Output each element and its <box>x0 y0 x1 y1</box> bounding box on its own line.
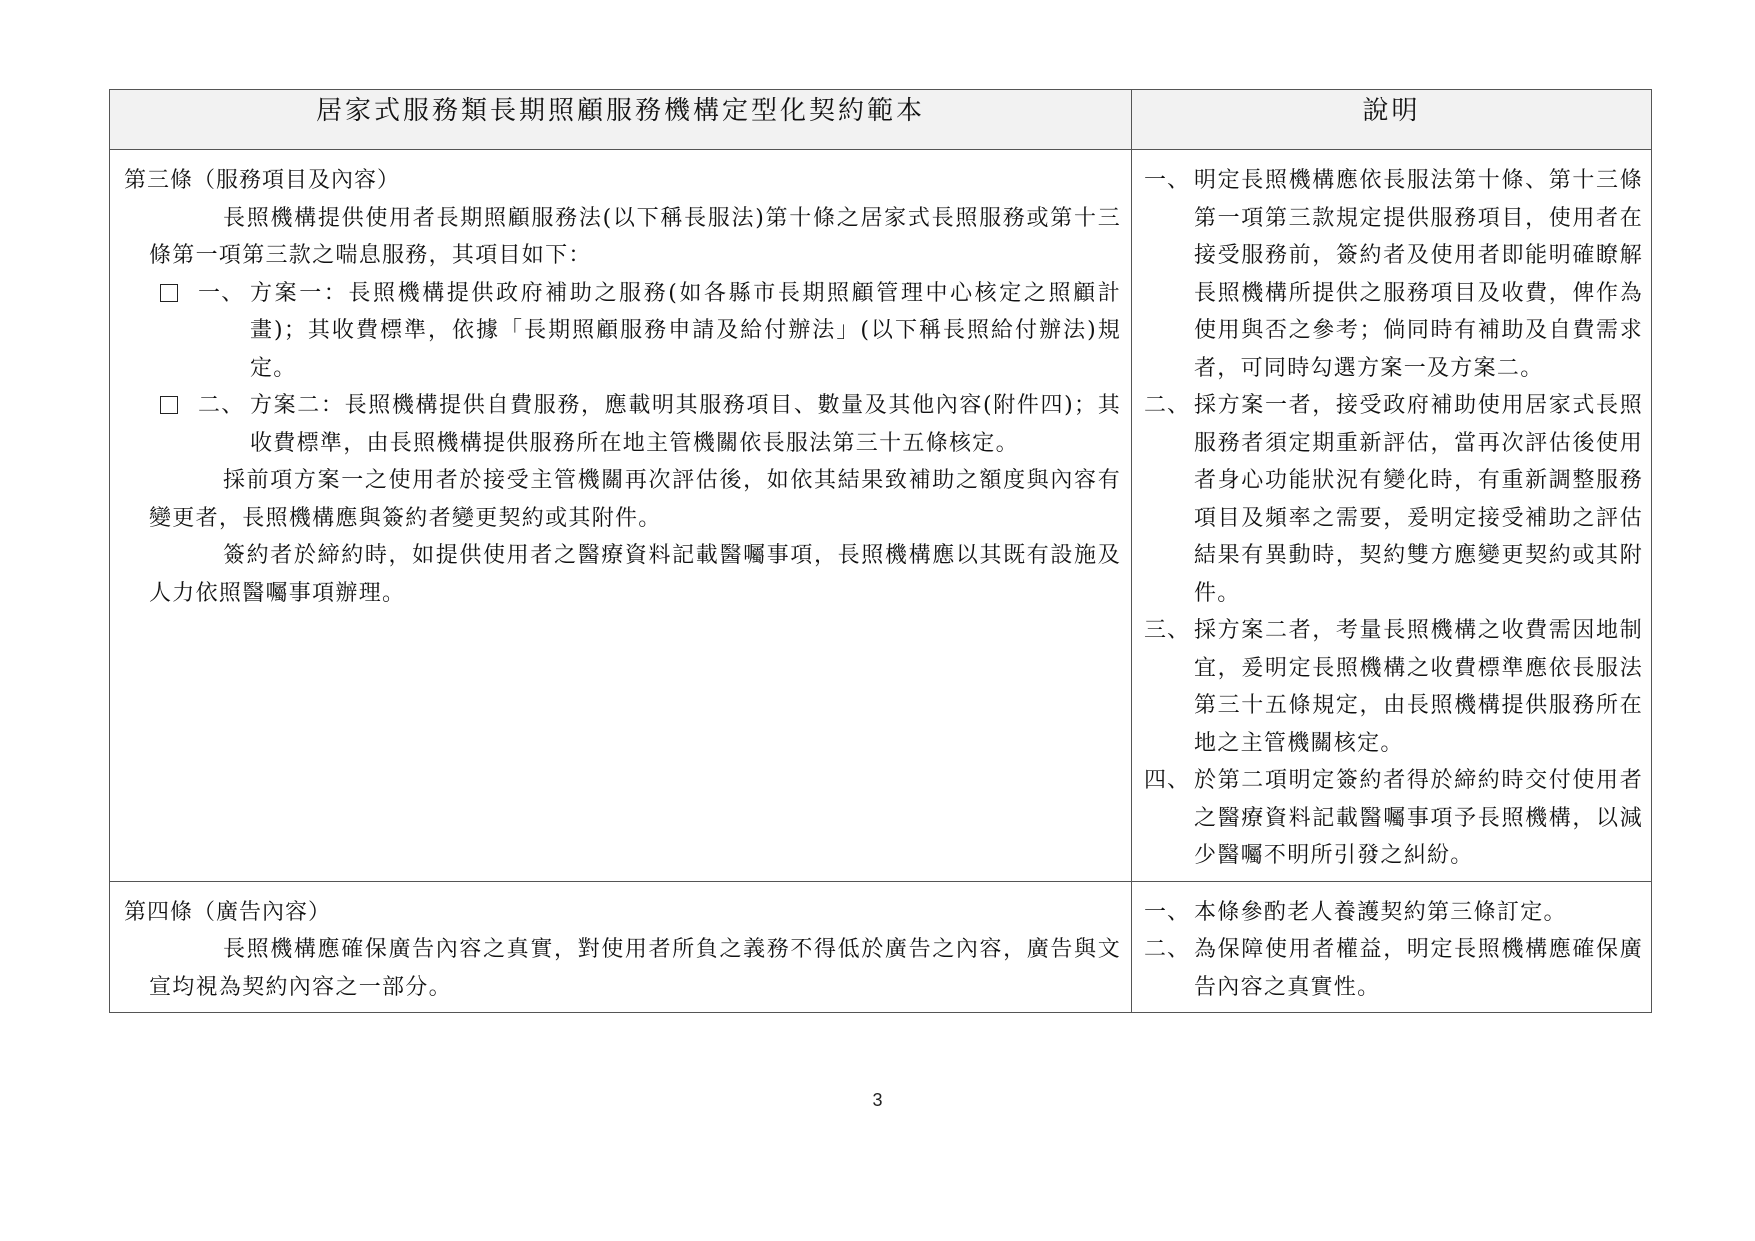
explanation-text: 採方案二者，考量長照機構之收費需因地制宜，爰明定長照機構之收費標準應依長服法第三十五條規定，由長照機構提供服務所在地之主管機關核定。 <box>1194 618 1643 756</box>
article-4-explanation-cell <box>1132 881 1652 1013</box>
article-3-explanation-1 <box>1144 162 1643 387</box>
article-4-row <box>110 881 1652 1013</box>
explanation-number: 三、 <box>1144 618 1191 643</box>
explanation-number: 一、 <box>1144 899 1191 925</box>
option-2-checkbox[interactable] <box>160 396 178 414</box>
explanation-text: 於第二項明定簽約者得於締約時交付使用者之醫療資料記載醫囑事項予長照機構，以減少醫囑不明所引發之糾紛。 <box>1194 768 1643 868</box>
article-4-paragraph-1: 長照機構應確保廣告內容之真實，對使用者所負之義務不得低於廣告之內容，廣告與文宣均視為契約內容之一部分。 <box>149 937 1121 1000</box>
explanation-number: 二、 <box>1144 937 1191 962</box>
explanation-text: 採方案一者，接受政府補助使用居家式長照服務者須定期重新評估，當再次評估後使用者身心功能狀況有變化時，有重新調整服務項目及頻率之需要，爰明定接受補助之評估結果有異動時，契約雙方應變更契約或其附件。 <box>1194 393 1643 606</box>
header-contract-template: 居家式服務類長期照顧服務機構定型化契約範本 <box>110 90 1132 150</box>
option-2-number: 二、 <box>198 393 245 418</box>
article-3-row <box>110 150 1652 882</box>
explanation-number: 四、 <box>1144 768 1191 793</box>
article-4-clause-cell <box>110 881 1132 1013</box>
article-4-explanation-2 <box>1144 931 1643 1006</box>
contract-comparison-table <box>109 89 1652 1013</box>
option-2-text: 方案二：長照機構提供自費服務，應載明其服務項目、數量及其他內容(附件四)；其收費標準，由長照機構提供服務所在地主管機關依長服法第三十五條核定。 <box>250 393 1121 456</box>
option-1-number: 一、 <box>198 280 245 306</box>
header-explanation: 說明 <box>1132 90 1652 150</box>
article-4-explanation-1 <box>1144 894 1643 932</box>
article-3-explanation-2 <box>1144 387 1643 612</box>
option-2 <box>124 387 1121 462</box>
article-3-intro: 長照機構提供使用者長期照顧服務法(以下稱長服法)第十條之居家式長照服務或第十三條第一項第三款之喘息服務，其項目如下： <box>149 205 1121 268</box>
article-3-explanation-cell <box>1132 150 1652 882</box>
explanation-text: 明定長照機構應依長服法第十條、第十三條第一項第三款規定提供服務項目，使用者在接受服務前，簽約者及使用者即能明確瞭解長照機構所提供之服務項目及收費，俾作為使用與否之參考；倘同時有補助及自費需求者，可同時勾選方案一及方案二。 <box>1194 168 1643 381</box>
page-number: 3 <box>872 1090 883 1110</box>
explanation-text: 本條參酌老人養護契約第三條訂定。 <box>1194 899 1567 925</box>
explanation-number: 一、 <box>1144 168 1191 193</box>
explanation-number: 二、 <box>1144 393 1191 418</box>
option-1-checkbox[interactable] <box>160 284 178 302</box>
article-4-title: 第四條（廣告內容） <box>124 899 332 925</box>
article-3-title: 第三條（服務項目及內容） <box>124 168 401 193</box>
option-1-text: 方案一：長照機構提供政府補助之服務(如各縣市長期照顧管理中心核定之照顧計畫)；其收費標準，依據「長期照顧服務申請及給付辦法」(以下稱長照給付辦法)規定。 <box>250 280 1121 381</box>
option-1 <box>124 275 1121 388</box>
article-3-clause-cell <box>110 150 1132 882</box>
article-3-explanation-4 <box>1144 762 1643 875</box>
table-header-row <box>110 90 1652 150</box>
article-3-explanation-3 <box>1144 612 1643 762</box>
article-3-paragraph-2: 採前項方案一之使用者於接受主管機關再次評估後，如依其結果致補助之額度與內容有變更者，長照機構應與簽約者變更契約或其附件。 <box>149 468 1121 531</box>
article-3-paragraph-3: 簽約者於締約時，如提供使用者之醫療資料記載醫囑事項，長照機構應以其既有設施及人力依照醫囑事項辦理。 <box>149 543 1121 606</box>
explanation-text: 為保障使用者權益，明定長照機構應確保廣告內容之真實性。 <box>1194 937 1643 1000</box>
